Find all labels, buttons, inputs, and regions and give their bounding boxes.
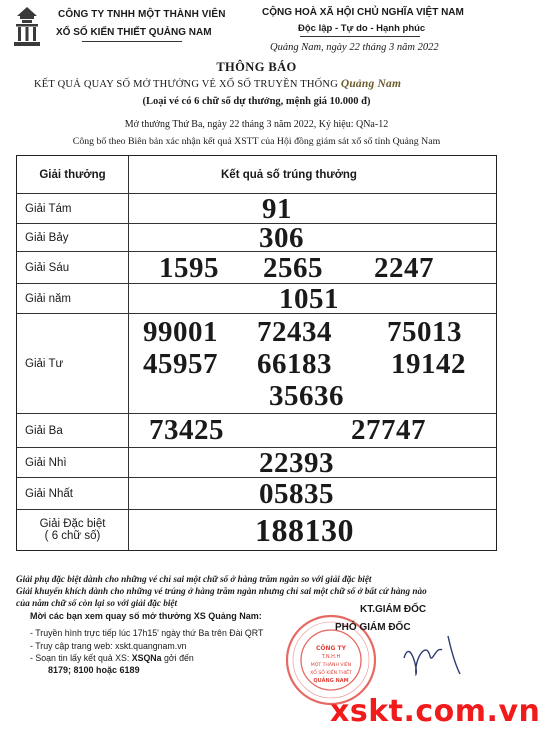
prize-number-g4-7: 35636 — [269, 380, 344, 412]
web-url[interactable]: xskt.quangnam.vn — [115, 641, 187, 651]
web-info — [30, 641, 187, 651]
prize-row-g3 — [17, 414, 496, 448]
website-watermark: xskt.com.vn — [330, 694, 540, 729]
prize-label-g4: Giải Tư — [17, 314, 129, 413]
sms-suffix: gởi đến — [164, 653, 194, 663]
watch-invite: Mời các bạn xem quay số mở thưởng XS Quảng Nam: — [30, 611, 262, 621]
prize-row-g1 — [17, 478, 496, 510]
prize-number-g2-1: 22393 — [259, 447, 334, 479]
results-table — [16, 155, 497, 551]
footnote-encouragement: Giải khuyến khích dành cho những vé trúng ở hàng trăm ngàn nhưng chỉ sai một chữ số ở bất cứ hàng nào — [16, 586, 427, 596]
prize-row-g4 — [17, 314, 496, 414]
prize-number-g4-5: 66183 — [257, 348, 332, 380]
prize-number-g5-1: 1051 — [279, 283, 339, 315]
prize-label-g3: Giải Ba — [17, 414, 129, 447]
prize-row-g6 — [17, 252, 496, 284]
column-header-prize: Giải thưởng — [17, 156, 129, 193]
svg-text:XỔ SỐ KIẾN THIẾT: XỔ SỐ KIẾN THIẾT — [310, 671, 352, 676]
prize-number-g4-3: 75013 — [387, 316, 462, 348]
prize-label-special: Giải Đặc biệt — [39, 518, 106, 530]
prize-label-g7: Giải Bảy — [17, 224, 129, 251]
table-header-row — [17, 156, 496, 194]
footnote-consolation-special: Giải phụ đặc biệt dành cho những vé chỉ sai một chữ số ở hàng trăm ngàn so với giải đặc biệt — [16, 574, 372, 584]
tv-info: - Truyền hình trực tiếp lúc 17h15' ngày thứ Ba trên Đài QRT — [30, 628, 264, 638]
place-date: Quảng Nam, ngày 22 tháng 3 năm 2022 — [270, 42, 439, 53]
prize-label-g1: Giải Nhất — [17, 478, 129, 509]
prize-row-g8 — [17, 194, 496, 224]
prize-number-g4-6: 19142 — [391, 348, 466, 380]
prize-number-g3-2: 27747 — [351, 414, 426, 446]
svg-text:MỘT THÀNH VIÊN: MỘT THÀNH VIÊN — [310, 663, 352, 668]
prize-label-g8: Giải Tám — [17, 194, 129, 223]
prize-number-g4-4: 45957 — [143, 348, 218, 380]
prize-number-g6-1: 1595 — [159, 252, 219, 284]
sms-prefix: - Soạn tin lấy kết quả XS: — [30, 653, 130, 663]
svg-text:QUẢNG NAM: QUẢNG NAM — [313, 678, 349, 684]
svg-text:T.N.H.H: T.N.H.H — [321, 654, 341, 660]
prize-row-special — [17, 510, 496, 550]
prize-row-g7 — [17, 224, 496, 252]
notice-subject — [34, 78, 401, 90]
prize-number-g1-1: 05835 — [259, 478, 334, 510]
handwritten-signature — [396, 630, 486, 680]
prize-number-g6-3: 2247 — [374, 252, 434, 284]
prize-number-g4-1: 99001 — [143, 316, 218, 348]
prize-number-g6-2: 2565 — [263, 252, 323, 284]
department-name: XỔ SỐ KIẾN THIẾT QUẢNG NAM — [56, 27, 212, 38]
lottery-building-logo-icon — [12, 6, 42, 48]
header-divider-right — [300, 36, 420, 37]
column-header-result: Kết quả số trúng thưởng — [221, 168, 357, 181]
sms-code: XSQNa — [131, 653, 162, 663]
company-header — [0, 4, 250, 64]
prize-label-g2: Giải Nhì — [17, 448, 129, 477]
company-name: CÔNG TY TNHH MỘT THÀNH VIÊN — [58, 9, 226, 20]
draw-info: Mở thưởng Thứ Ba, ngày 22 tháng 3 năm 2022, Ký hiệu: QNa-12 — [124, 119, 389, 130]
web-prefix: - Truy cập trang web: — [30, 641, 113, 651]
prize-sublabel-special: ( 6 chữ số) — [44, 530, 101, 542]
sms-numbers: 8179; 8100 hoặc 6189 — [48, 665, 140, 675]
prize-label-g6: Giải Sáu — [17, 252, 129, 283]
prize-number-g7-1: 306 — [259, 222, 304, 254]
header-divider-left — [82, 41, 182, 42]
ticket-info: (Loại vé có 6 chữ số dự thưởng, mệnh giá 10.000 đ) — [142, 96, 371, 107]
svg-text:CÔNG TY: CÔNG TY — [316, 645, 346, 652]
signer-role-2: PHÓ GIÁM ĐỐC — [335, 622, 411, 633]
prize-number-g8-1: 91 — [262, 193, 292, 225]
prize-label-g5: Giải năm — [17, 284, 129, 313]
prize-number-g3-1: 73425 — [149, 414, 224, 446]
nation-title: CỘNG HOÀ XÃ HỘI CHỦ NGHĨA VIỆT NAM — [262, 7, 464, 18]
national-motto: Độc lập - Tự do - Hạnh phúc — [298, 23, 426, 34]
prize-row-g2 — [17, 448, 496, 478]
prize-number-g4-2: 72434 — [257, 316, 332, 348]
subject-province: Quảng Nam — [340, 78, 402, 90]
signer-role-1: KT.GIÁM ĐỐC — [360, 604, 427, 615]
prize-number-special-1: 188130 — [255, 512, 354, 548]
footnote-encouragement-cont: của năm chữ số còn lại so với giải đặc biệt — [16, 598, 178, 608]
publish-note: Công bố theo Biên bản xác nhận kết quả XSTT của Hội đồng giám sát xổ số tỉnh Quảng Nam — [72, 136, 441, 147]
prize-row-g5 — [17, 284, 496, 314]
sms-info — [30, 653, 194, 663]
notice-title: THÔNG BÁO — [216, 60, 297, 74]
subject-text: KẾT QUẢ QUAY SỐ MỞ THƯỞNG VÉ XỔ SỐ TRUYỀN THỐNG — [34, 79, 338, 90]
